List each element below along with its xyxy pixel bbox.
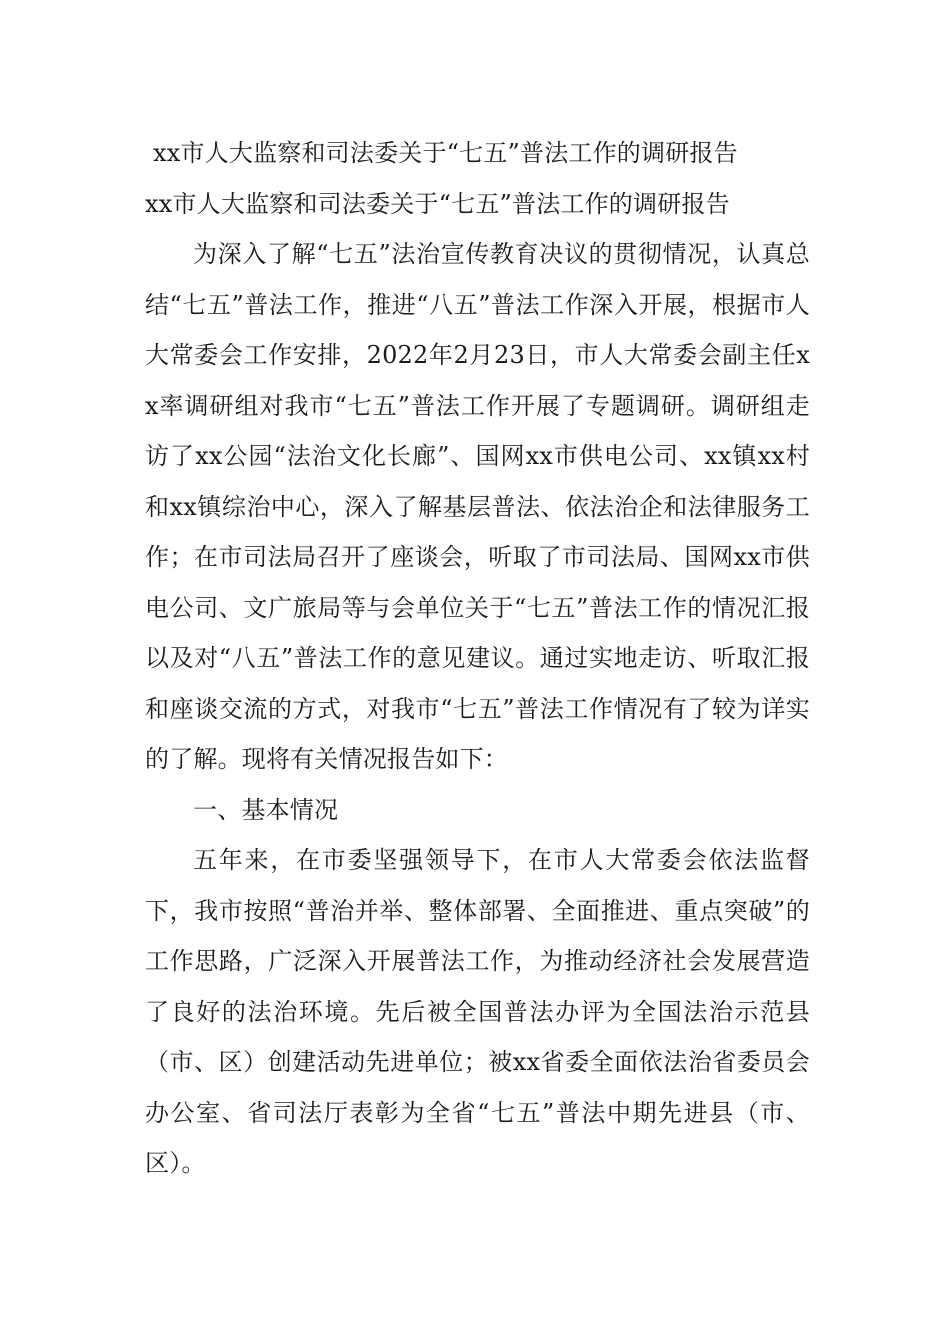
intro-paragraph: 为深入了解“七五”法治宣传教育决议的贯彻情况，认真总结“七五”普法工作，推进“八五”普法工作深入开展，根据市人大常委会工作安排，2022年2月23日，市人大常委会副主任xx率调研组对我市“七五”普法工作开展了专题调研。调研组走访了xx公园“法治文化长廊”、国网xx市供电公司、xx镇xx村和xx镇综治中心，深入了解基层普法、依法治企和法律服务工作；在市司法局召开了座谈会，听取了市司法局、国网xx市供电公司、文广旅局等与会单位关于“七五”普法工作的情况汇报以及对“八五”普法工作的意见建议。通过实地走访、听取汇报和座谈交流的方式，对我市“七五”普法工作情况有了较为详实的了解。现将有关情况报告如下：: [145, 240, 810, 773]
document-title-line-1: xx市人大监察和司法委关于“七五”普法工作的调研报告: [153, 139, 738, 167]
basic-situation-paragraph: 五年来，在市委坚强领导下，在市人大常委会依法监督下，我市按照“普治并举、整体部署、全面推进、重点突破”的工作思路，广泛深入开展普法工作，为推动经济社会发展营造了良好的法治环境。先后被全国普法办评为全国法治示范县（市、区）创建活动先进单位；被xx省委全面依法治省委员会办公室、省司法厅表彰为全省“七五”普法中期先进县（市、区）。: [145, 846, 810, 1177]
document-body: [145, 128, 810, 1189]
document-title-line-2: xx市人大监察和司法委关于“七五”普法工作的调研报告: [145, 189, 730, 218]
section-heading-basic-situation: 一、基本情况: [193, 795, 339, 824]
